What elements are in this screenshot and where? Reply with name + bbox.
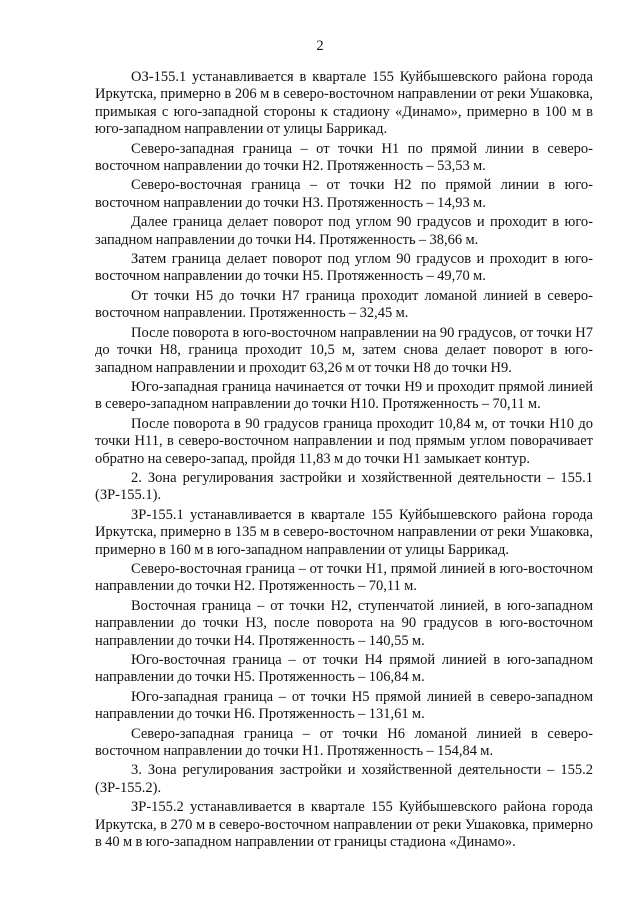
paragraph-oz-155-1-location: ОЗ-155.1 устанавливается в квартале 155 Куйбышевского района города Иркутска, примерно в 206 м в северо-восточном направлении от реки Ушаковка, примыкая с юго-западной стороны к стадиону «Динамо», примерно в 100 м в юго-западном направлении от улицы Баррикад. [95, 69, 593, 138]
paragraph-closing-contour: После поворота в 90 градусов граница проходит 10,84 м, от точки Н10 до точки Н11, в северо-восточном направлении и под прямым углом поворачивает обратно на северо-запад, пройдя 11,83 м до точки Н1 замыкает контур. [95, 415, 593, 467]
paragraph-zone-3-heading: 3. Зона регулирования застройки и хозяйственной деятельности – 155.2 (ЗР-155.2). [95, 762, 593, 796]
document-body [95, 69, 593, 853]
paragraph-zr-southwest-boundary: Юго-западная граница – от точки Н5 прямой линией в северо-западном направлении до точки Н6. Протяженность – 131,61 м. [95, 688, 593, 723]
paragraph-zr-east-boundary: Восточная граница – от точки Н2, ступенчатой линией, в юго-западном направлении до точки Н3, после поворота на 90 градусов в юго-восточном направлении до точки Н4. Протяженность – 140,55 м. [95, 597, 593, 649]
paragraph-zr-155-1-location: ЗР-155.1 устанавливается в квартале 155 Куйбышевского района города Иркутска, примерно в 135 м в северо-восточном направлении от реки Ушаковка, примерно в 160 м в юго-западном направлении от улицы Баррикад. [95, 506, 593, 558]
paragraph-southwest-boundary: Юго-западная граница начинается от точки Н9 и проходит прямой линией в северо-западном направлении до точки Н10. Протяженность – 70,11 м. [95, 378, 593, 413]
paragraph-zr-southeast-boundary: Юго-восточная граница – от точки Н4 прямой линией в юго-западном направлении до точки Н5. Протяженность – 106,84 м. [95, 652, 593, 686]
paragraph-turn-to-h4: Далее граница делает поворот под углом 90 градусов и проходит в юго-западном направлении до точки Н4. Протяженность – 38,66 м. [95, 214, 593, 248]
paragraph-zone-2-heading: 2. Зона регулирования застройки и хозяйственной деятельности – 155.1 (ЗР-155.1). [95, 469, 593, 504]
paragraph-turn-to-h5: Затем граница делает поворот под углом 90 градусов и проходит в юго-восточном направлении до точки Н5. Протяженность – 49,70 м. [95, 251, 593, 285]
paragraph-northwest-boundary: Северо-западная граница – от точки Н1 по прямой линии в северо-восточном направлении до точки Н2. Протяженность – 53,53 м. [95, 140, 593, 175]
paragraph-h5-to-h7: От точки Н5 до точки Н7 граница проходит ломаной линией в северо-восточном направлении. Протяженность – 32,45 м. [95, 287, 593, 322]
paragraph-h7-to-h9: После поворота в юго-восточном направлении на 90 градусов, от точки Н7 до точки Н8, граница проходит 10,5 м, затем снова делает поворот в юго-западном направлении и проходит 63,26 м от точки Н8 до точки Н9. [95, 324, 593, 376]
paragraph-northeast-boundary: Северо-восточная граница – от точки Н2 по прямой линии в юго-восточном направлении до точки Н3. Протяженность – 14,93 м. [95, 177, 593, 211]
paragraph-zr-155-2-location: ЗР-155.2 устанавливается в квартале 155 Куйбышевского района города Иркутска, в 270 м в северо-восточном направлении от реки Ушаковка, примерно в 40 м в юго-западном направлении от границы стадиона «Динамо». [95, 799, 593, 851]
paragraph-zr-northeast-boundary: Северо-восточная граница – от точки Н1, прямой линией в юго-восточном направлении до точки Н2. Протяженность – 70,11 м. [95, 560, 593, 595]
page-number: 2 [316, 38, 324, 54]
paragraph-zr-northwest-boundary: Северо-западная граница – от точки Н6 ломаной линией в северо-восточном направлении до точки Н1. Протяженность – 154,84 м. [95, 725, 593, 760]
